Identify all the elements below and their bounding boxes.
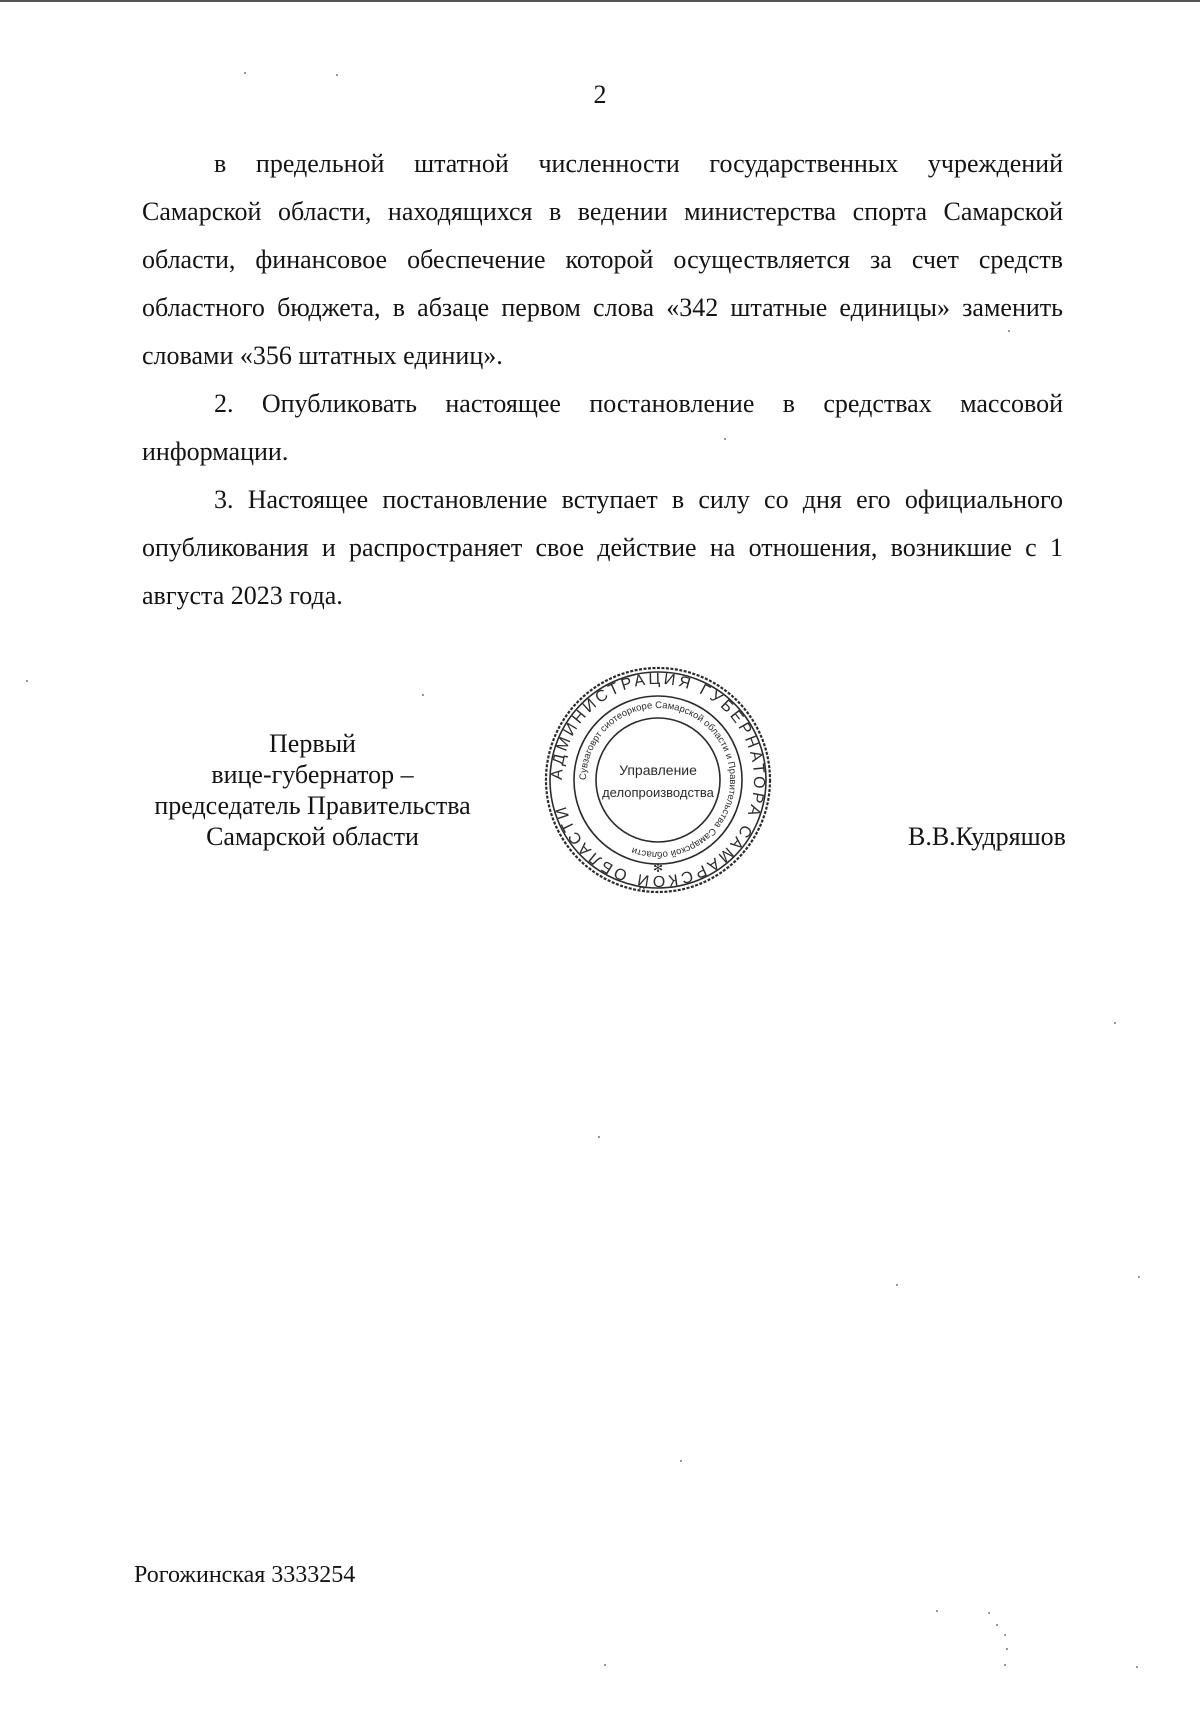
paragraph-item-2: 2. Опубликовать настоящее постановление в средствах массовой информации.	[142, 389, 1063, 466]
paragraph-continuation: в предельной штатной численности государственных учреждений Самарской области, находящихся в ведении министерства спорта Самарской области, финансовое обеспечение которой осуществляется за счет средств областного бюджета, в абзаце первом слова «342 штатные единицы» заменить словами «356 штатных единиц».	[142, 149, 1063, 370]
signatory-name: В.В.Кудряшов	[908, 822, 1066, 851]
stamp-outer-text: АДМИНИСТРАЦИЯ ГУБЕРНАТОРА САМАРСКОЙ ОБЛАСТИ	[548, 670, 768, 890]
stamp-center-line-1: Управление	[619, 762, 697, 778]
scan-top-edge	[0, 0, 1200, 2]
position-line: председатель Правительства	[154, 791, 471, 820]
stamp-center-line-2: делопроизводства	[602, 785, 714, 800]
stamp-star-icon: ✻	[652, 861, 664, 875]
executor-note: Рогожинская 3333254	[134, 1562, 356, 1588]
paragraph-item-3: 3. Настоящее постановление вступает в силу со дня его официального опубликования и распространяет свое действие на отношения, возникшие с 1 августа 2023 года.	[142, 485, 1063, 610]
position-line: вице-губернатор –	[211, 760, 414, 789]
position-line: Самарской области	[206, 822, 419, 851]
document-body	[142, 140, 1063, 620]
official-seal-stamp	[542, 664, 774, 896]
signatory-position-block	[140, 728, 485, 852]
stamp-inner-text: Сувзаговрт сиотеоркоре Самарской области и Правительства Самарской области	[577, 699, 739, 861]
position-line: Первый	[269, 729, 356, 758]
page-number: 2	[593, 80, 607, 109]
